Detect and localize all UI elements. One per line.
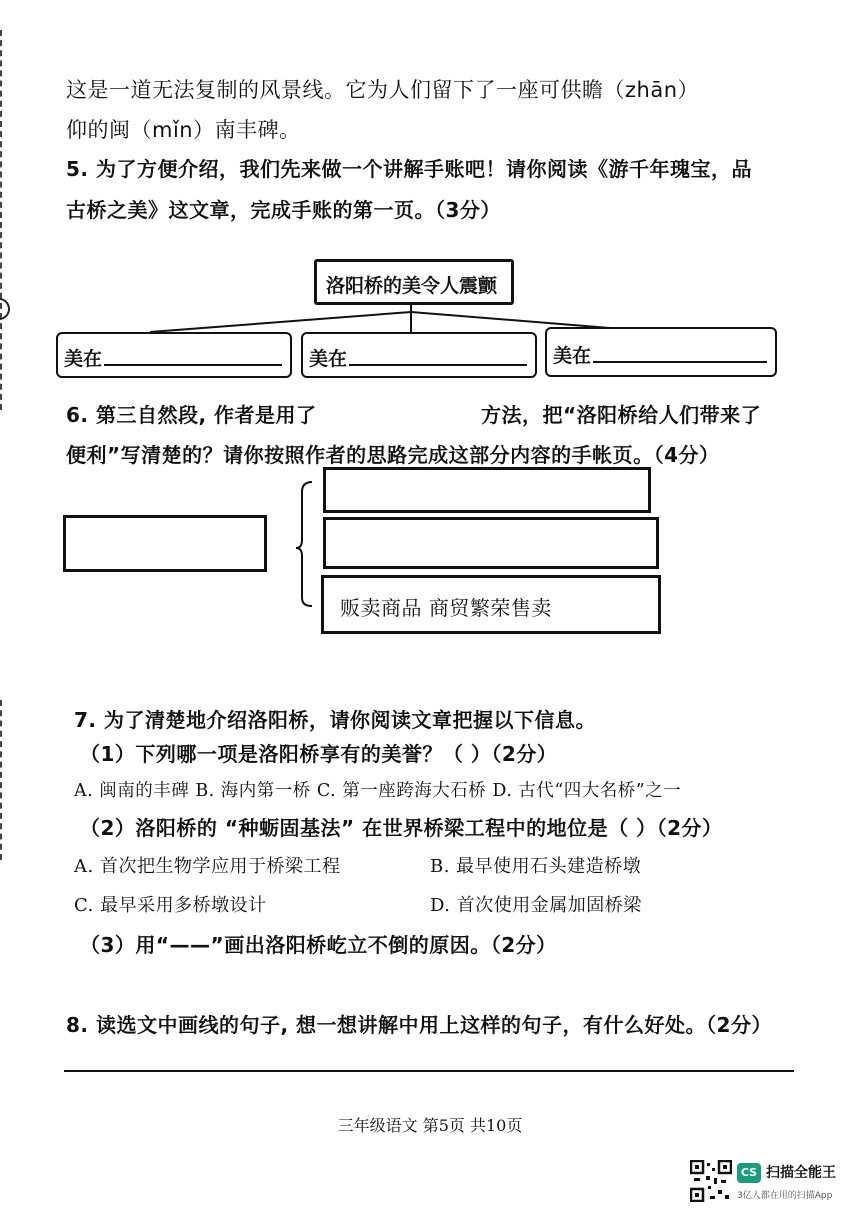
q6-detail-box-2[interactable] (323, 517, 659, 569)
q5-text-line-2: 古桥之美》这文章，完成手账的第一页。（3分） (66, 198, 501, 222)
q6-detail-box-1[interactable] (323, 467, 651, 513)
branch-answer-blank-3[interactable] (593, 343, 767, 363)
passage-line-2: 仰的闽（mǐn）南丰碑。 (66, 118, 301, 142)
q5-text-line-1: 5. 为了方便介绍，我们先来做一个讲解手账吧！请你阅读《游千年瑰宝，品 (66, 157, 752, 181)
q7-intro: 7. 为了清楚地介绍洛阳桥，请你阅读文章把握以下信息。 (74, 708, 596, 732)
q6-main-box[interactable] (63, 515, 267, 572)
branch-label-3: 美在 (553, 345, 592, 367)
q6-text-line-1b: 方法，把“洛阳桥给人们带来了 (481, 403, 762, 427)
branch-label-1: 美在 (64, 348, 103, 370)
branch-answer-blank-2[interactable] (349, 346, 527, 366)
branch-box-2 (301, 332, 537, 378)
q7-sub3: （3）用“——”画出洛阳桥屹立不倒的原因。（2分） (80, 933, 557, 957)
page-footer: 三年级语文 第5页 共10页 (337, 1116, 523, 1135)
branch-box-3 (545, 327, 777, 377)
q7-sub2-option-a: A. 首次把生物学应用于桥梁工程 (74, 856, 341, 877)
watermark-subtitle: 3亿人都在用的扫描App (737, 1191, 833, 1201)
q6-text-line-1a: 6. 第三自然段, 作者是用了 (66, 403, 317, 427)
q6-given-answer: 贩卖商品 商贸繁荣售卖 (340, 596, 552, 620)
branch-answer-blank-1[interactable] (104, 346, 282, 366)
q7-sub1: （1）下列哪一项是洛阳桥享有的美誉？（ ）（2分） (80, 742, 558, 766)
watermark-title: 扫描全能王 (766, 1165, 836, 1181)
branch-label-2: 美在 (309, 348, 348, 370)
q8-text: 8. 读选文中画线的句子, 想一想讲解中用上这样的句子，有什么好处。（2分） (66, 1013, 772, 1037)
branch-box-1 (56, 332, 292, 378)
q7-sub2-option-b: B. 最早使用石头建造桥墩 (430, 856, 642, 877)
passage-line-1: 这是一道无法复制的风景线。它为人们留下了一座可供瞻（zhān） (66, 78, 700, 102)
qr-code-icon (690, 1160, 732, 1202)
q7-sub2-option-d: D. 首次使用金属加固桥梁 (430, 895, 642, 916)
q6-text-line-2: 便利”写清楚的？请你按照作者的思路完成这部分内容的手帐页。（4分） (66, 443, 720, 467)
q8-answer-line[interactable] (64, 1070, 794, 1072)
mindmap-title: 洛阳桥的美令人震颤 (326, 275, 498, 297)
q7-sub2: （2）洛阳桥的 “种蛎固基法” 在世界桥梁工程中的地位是（ ）（2分） (80, 816, 723, 840)
mindmap-title-box (314, 259, 514, 305)
camscanner-logo: CS (737, 1163, 761, 1183)
q7-sub1-options: A. 闽南的丰碑 B. 海内第一桥 C. 第一座跨海大石桥 D. 古代“四大名桥”之一 (74, 781, 682, 801)
q6-detail-box-3 (321, 575, 661, 634)
q7-sub2-option-c: C. 最早采用多桥墩设计 (74, 895, 267, 916)
